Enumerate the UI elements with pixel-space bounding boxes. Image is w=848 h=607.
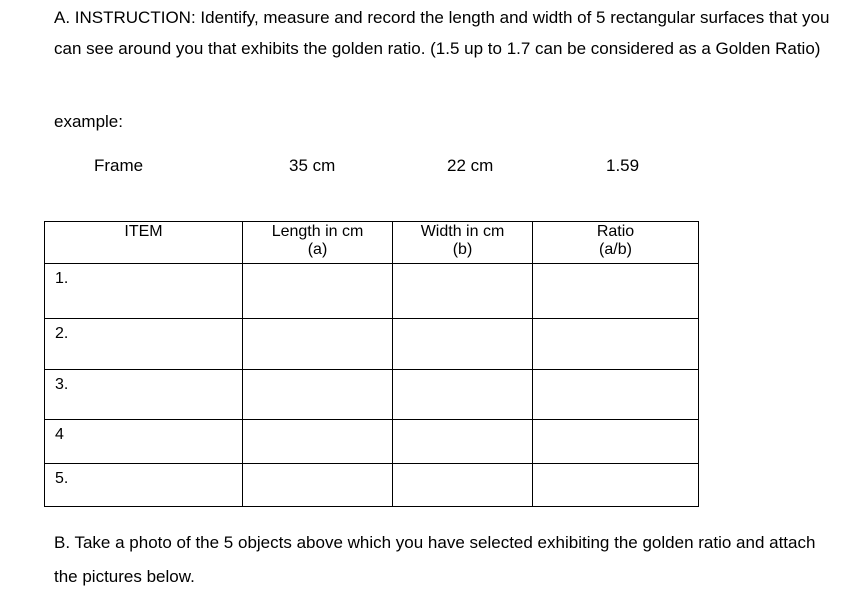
- example-length: 35 cm: [289, 156, 336, 175]
- length-cell[interactable]: [243, 264, 393, 319]
- table-row: [45, 319, 699, 370]
- width-cell[interactable]: [393, 370, 533, 420]
- row-number: 4: [45, 420, 243, 464]
- golden-ratio-table: [44, 221, 699, 507]
- length-cell[interactable]: [243, 319, 393, 370]
- example-ratio: 1.59: [606, 156, 640, 175]
- header-item: [45, 222, 243, 264]
- table-row: [45, 464, 699, 507]
- header-ratio: [533, 222, 699, 264]
- example-item: Frame: [94, 156, 144, 175]
- ratio-cell[interactable]: [533, 264, 699, 319]
- example-label: example:: [54, 112, 123, 131]
- row-number: 5.: [45, 464, 243, 507]
- ratio-cell[interactable]: [533, 420, 699, 464]
- table-row: [45, 420, 699, 464]
- ratio-cell[interactable]: [533, 370, 699, 420]
- instruction-a: A. INSTRUCTION: Identify, measure and record the length and width of 5 rectangular surfaces that you can see around you that exhibits the golden ratio. (1.5 up to 1.7 can be considered as a Golden Ratio): [54, 8, 830, 58]
- header-length-sub: (a): [307, 241, 328, 258]
- table-row: [45, 370, 699, 420]
- row-number: 3.: [45, 370, 243, 420]
- header-item-label: ITEM: [124, 223, 163, 240]
- width-cell[interactable]: [393, 319, 533, 370]
- header-width-label: Width in cm: [420, 223, 505, 240]
- header-ratio-sub: (a/b): [599, 241, 632, 258]
- width-cell[interactable]: [393, 464, 533, 507]
- length-cell[interactable]: [243, 464, 393, 507]
- length-cell[interactable]: [243, 370, 393, 420]
- width-cell[interactable]: [393, 420, 533, 464]
- header-ratio-label: Ratio: [596, 223, 635, 240]
- header-width-sub: (b): [452, 241, 473, 258]
- header-length-label: Length in cm: [271, 223, 364, 240]
- length-cell[interactable]: [243, 420, 393, 464]
- header-width: [393, 222, 533, 264]
- table-header-row: [45, 222, 699, 264]
- example-width: 22 cm: [447, 156, 494, 175]
- row-number: 1.: [45, 264, 243, 319]
- header-length: [243, 222, 393, 264]
- instruction-b: B. Take a photo of the 5 objects above which you have selected exhibiting the golden ratio and attach the pictures below.: [54, 533, 816, 586]
- row-number: 2.: [45, 319, 243, 370]
- table-row: [45, 264, 699, 319]
- ratio-cell[interactable]: [533, 464, 699, 507]
- ratio-cell[interactable]: [533, 319, 699, 370]
- width-cell[interactable]: [393, 264, 533, 319]
